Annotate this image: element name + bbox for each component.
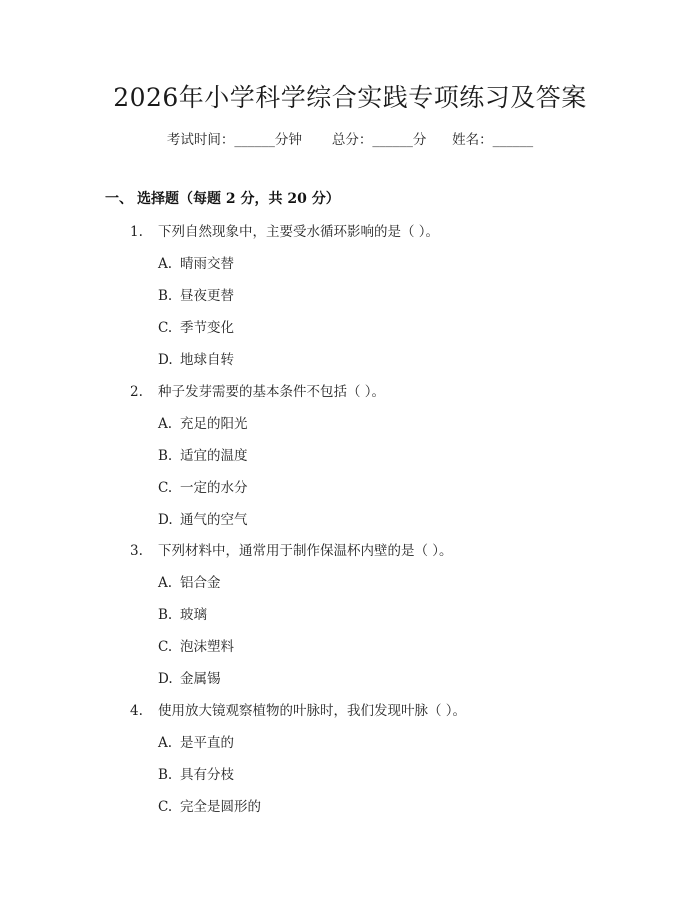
exam-info-line	[0, 130, 700, 150]
option-text: 一定的水分	[180, 480, 248, 496]
section-number: 一、	[105, 191, 133, 207]
question-number: 1.	[130, 224, 143, 240]
option-letter: B.	[158, 607, 173, 623]
question-text: 下列材料中，通常用于制作保温杯内壁的是（ ）。	[158, 543, 453, 559]
section-title: 选择题（每题 2 分，共 20 分）	[137, 191, 340, 207]
option-letter: A.	[158, 735, 173, 751]
score-blank: ______	[372, 132, 413, 148]
name-blank: ______	[492, 132, 534, 148]
score-unit: 分	[412, 132, 427, 148]
option-letter: C.	[158, 639, 173, 655]
option-letter: A.	[158, 256, 173, 272]
option-text: 充足的阳光	[180, 416, 248, 432]
option-text: 季节变化	[180, 320, 234, 336]
question-number: 4.	[130, 703, 143, 719]
question-text: 使用放大镜观察植物的叶脉时，我们发现叶脉（ ）。	[158, 703, 467, 719]
option-text: 适宜的温度	[180, 448, 248, 464]
option-text: 完全是圆形的	[180, 799, 261, 815]
option-letter: A.	[158, 416, 173, 432]
score-label: 总分：	[331, 132, 373, 148]
option-letter: C.	[158, 320, 173, 336]
option-letter: B.	[158, 288, 173, 304]
time-blank: ______	[234, 132, 275, 148]
option-text: 铝合金	[180, 575, 221, 591]
option-text: 昼夜更替	[180, 288, 234, 304]
option-letter: B.	[158, 767, 173, 783]
option-text: 泡沫塑料	[180, 639, 234, 655]
option-letter: D.	[158, 352, 173, 368]
option-letter: D.	[158, 671, 173, 687]
option-text: 地球自转	[180, 352, 234, 368]
option-text: 通气的空气	[180, 512, 248, 528]
option-text: 金属锡	[180, 671, 221, 687]
option-letter: B.	[158, 448, 173, 464]
option-text: 是平直的	[180, 735, 234, 751]
option-text: 晴雨交替	[180, 256, 234, 272]
section-heading	[105, 189, 340, 209]
option-text: 玻璃	[180, 607, 207, 623]
question-text: 种子发芽需要的基本条件不包括（ ）。	[158, 384, 386, 400]
option-text: 具有分枝	[180, 767, 234, 783]
page-title: 2026年小学科学综合实践专项练习及答案	[113, 83, 587, 112]
time-unit: 分钟	[274, 132, 302, 148]
question-text: 下列自然现象中，主要受水循环影响的是（ ）。	[158, 224, 440, 240]
option-letter: C.	[158, 480, 173, 496]
question-number: 2.	[130, 384, 143, 400]
time-label: 考试时间：	[166, 132, 235, 148]
name-label: 姓名：	[452, 132, 493, 148]
option-letter: C.	[158, 799, 173, 815]
option-letter: A.	[158, 575, 173, 591]
question-number: 3.	[130, 543, 143, 559]
option-letter: D.	[158, 512, 173, 528]
